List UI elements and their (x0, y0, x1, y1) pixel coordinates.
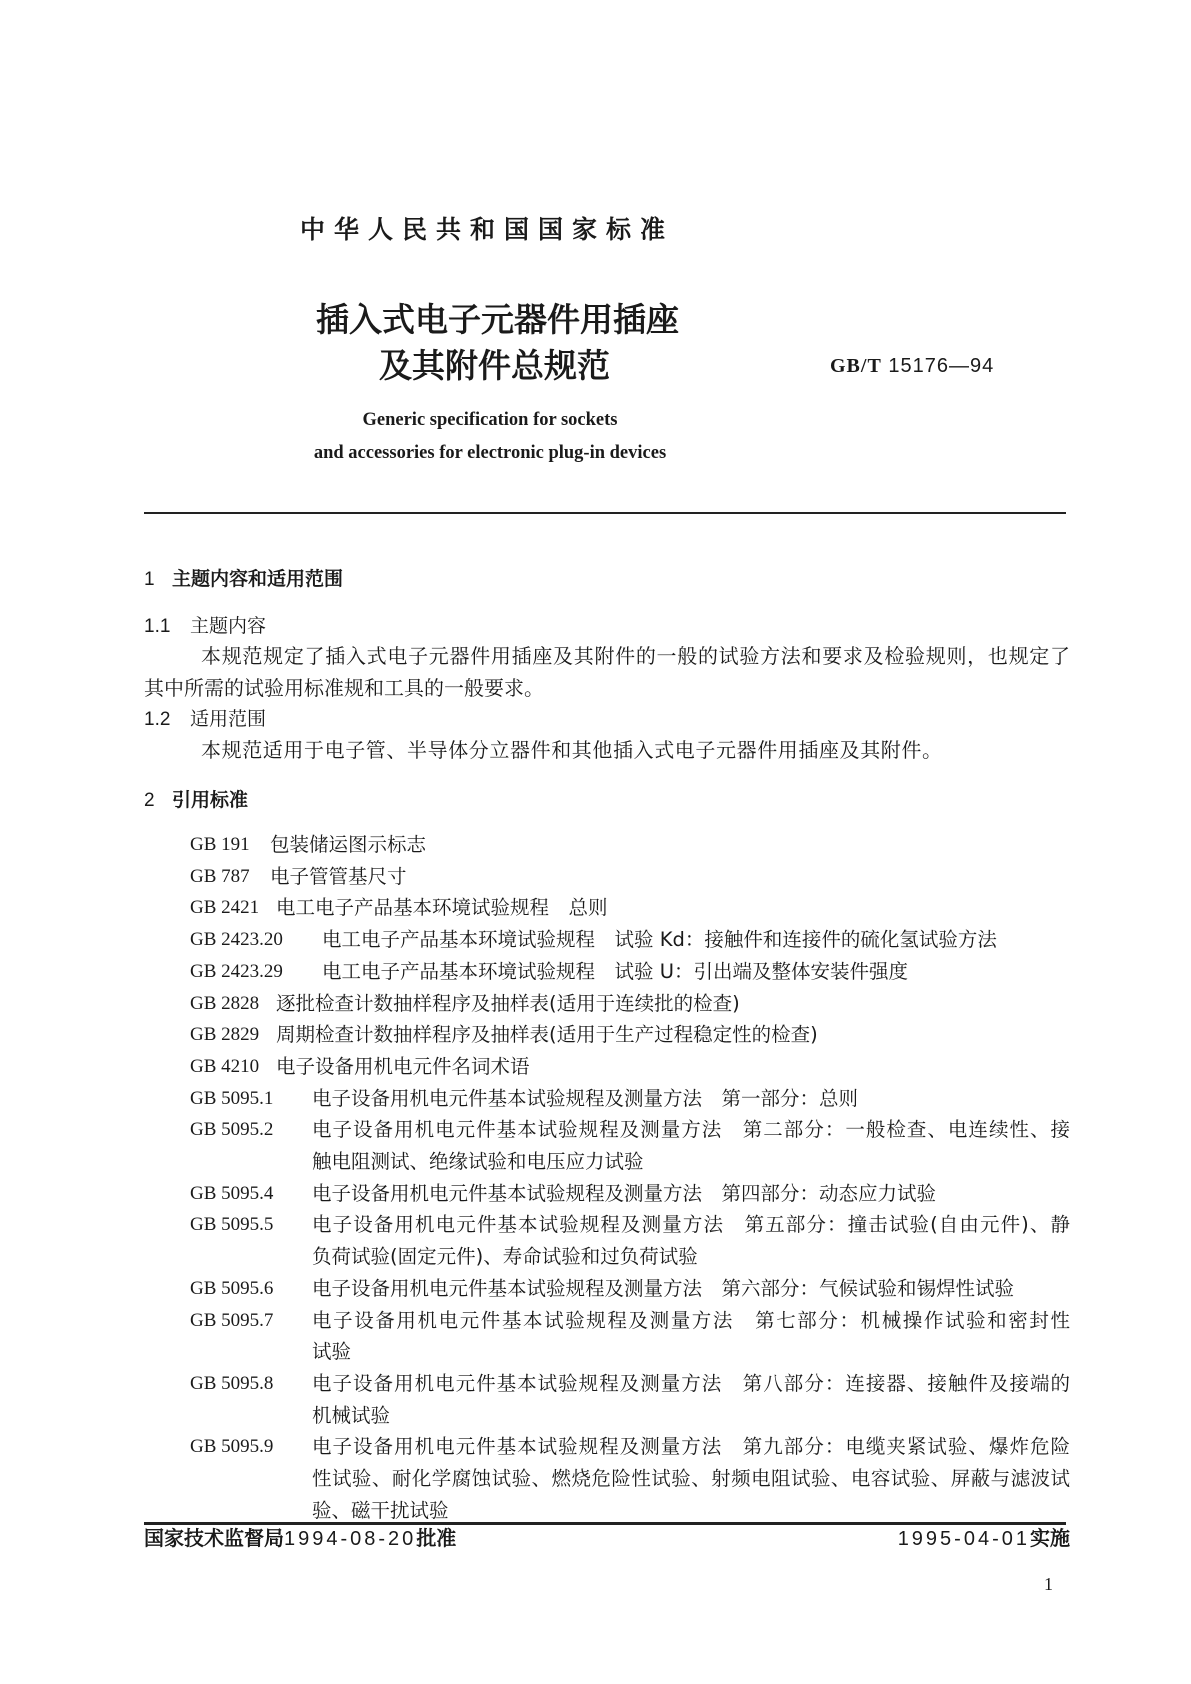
reference-item (190, 1368, 1070, 1431)
standard-prefix: GB/T (830, 355, 882, 377)
reference-title-line: 逐批检查计数抽样程序及抽样表(适用于连续批的检查) (276, 991, 740, 1015)
reference-title (312, 1114, 1070, 1177)
reference-code: GB 5095.8 (190, 1372, 274, 1394)
reference-title (276, 1019, 1070, 1051)
paragraph-line: 本规范规定了插入式电子元器件用插座及其附件的一般的试验方法和要求及检验规则，也规定了 (201, 644, 1070, 668)
page-number: 1 (1044, 1574, 1053, 1594)
section-title: 主题内容 (190, 615, 267, 637)
reference-code: GB 2828 (190, 992, 260, 1014)
approval-label: 批准 (416, 1526, 457, 1550)
section-number: 2 (144, 790, 155, 811)
section-title: 主题内容和适用范围 (172, 568, 344, 590)
reference-title (312, 1305, 1070, 1368)
reference-code: GB 5095.9 (190, 1436, 274, 1458)
reference-code: GB 5095.2 (190, 1119, 274, 1141)
reference-item (190, 829, 1070, 861)
section-1-2-heading (144, 706, 266, 733)
reference-code: GB 4210 (190, 1055, 260, 1077)
section-1-1-heading (144, 613, 266, 640)
document-title-line-2: 及其附件总规范 (379, 346, 610, 385)
section-title: 适用范围 (190, 708, 267, 730)
reference-title-line: 电工电子产品基本环境试验规程 试验 U：引出端及整体安装件强度 (322, 959, 908, 983)
reference-title-line: 电子设备用机电元件基本试验规程及测量方法 第六部分：气候试验和锡焊性试验 (312, 1276, 1015, 1300)
reference-item (190, 1114, 1070, 1177)
effective-label: 实施 (1030, 1526, 1070, 1550)
reference-title-line: 电工电子产品基本环境试验规程 总则 (276, 896, 608, 920)
reference-code: GB 787 (190, 865, 250, 887)
reference-title (276, 892, 1070, 924)
reference-title (276, 1051, 1070, 1083)
reference-title-line: 电子设备用机电元件基本试验规程及测量方法 第八部分：连接器、接触件及接端的 (312, 1371, 1070, 1395)
reference-title-line: 性试验、耐化学腐蚀试验、燃烧危险性试验、射频电阻试验、电容试验、屏蔽与滤波试 (312, 1467, 1070, 1490)
english-title-line-2: and accessories for electronic plug-in devices (313, 443, 667, 463)
reference-title (312, 1083, 1070, 1115)
reference-title-line: 电子设备用机电元件名词术语 (276, 1054, 530, 1078)
paragraph-line: 其中所需的试验用标准规和工具的一般要求。 (144, 676, 544, 700)
reference-title (276, 988, 1070, 1020)
reference-code: GB 2423.29 (190, 960, 283, 982)
reference-code: GB 2421 (190, 897, 260, 919)
standard-code (830, 352, 994, 380)
reference-title (312, 1209, 1070, 1272)
reference-title-line: 包装储运图示标志 (270, 833, 427, 856)
issuing-authority-heading: 中华人民共和国国家标准 (300, 215, 675, 244)
reference-title (312, 1273, 1070, 1305)
reference-title (312, 1431, 1070, 1526)
reference-title-line: 电子管管基尺寸 (270, 864, 407, 888)
reference-item (190, 1083, 1070, 1115)
reference-code: GB 5095.1 (190, 1087, 274, 1109)
reference-item (190, 1178, 1070, 1210)
reference-item (190, 1209, 1070, 1272)
reference-title (322, 956, 1070, 988)
paragraph-line: 本规范适用于电子管、半导体分立器件和其他插入式电子元器件用插座及其附件。 (201, 738, 943, 762)
standard-number: 15176—94 (888, 355, 995, 377)
reference-title-line: 电子设备用机电元件基本试验规程及测量方法 第七部分：机械操作试验和密封性 (312, 1308, 1070, 1332)
reference-title-line: 机械试验 (312, 1403, 391, 1427)
approver: 国家技术监督局 (144, 1526, 284, 1550)
reference-item (190, 956, 1070, 988)
header-divider (144, 512, 1066, 514)
reference-title-line: 试验 (312, 1340, 352, 1364)
reference-title-line: 电子设备用机电元件基本试验规程及测量方法 第四部分：动态应力试验 (312, 1181, 937, 1205)
reference-item (190, 988, 1070, 1020)
reference-item (190, 1305, 1070, 1368)
reference-title (312, 1368, 1070, 1431)
section-number: 1.1 (144, 616, 171, 637)
reference-title (270, 861, 1070, 893)
reference-code: GB 5095.6 (190, 1277, 274, 1299)
english-title-line-1: Generic specification for sockets (362, 410, 618, 430)
section-2-heading (144, 787, 248, 814)
reference-title-line: 验、磁干扰试验 (312, 1498, 449, 1522)
effective-statement (898, 1524, 1070, 1553)
reference-item (190, 924, 1070, 956)
reference-code: GB 5095.7 (190, 1309, 274, 1331)
reference-title-line: 电子设备用机电元件基本试验规程及测量方法 第二部分：一般检查、电连续性、接 (312, 1118, 1070, 1142)
reference-title-line: 电子设备用机电元件基本试验规程及测量方法 第五部分：撞击试验(自由元件)、静 (312, 1213, 1070, 1237)
document-title-line-1: 插入式电子元器件用插座 (316, 300, 679, 339)
reference-item (190, 1019, 1070, 1051)
reference-title-line: 电工电子产品基本环境试验规程 试验 Kd：接触件和连接件的硫化氢试验方法 (322, 928, 997, 952)
reference-code: GB 2829 (190, 1024, 260, 1046)
reference-title-line: 电子设备用机电元件基本试验规程及测量方法 第九部分：电缆夹紧试验、爆炸危险 (312, 1435, 1070, 1459)
reference-item (190, 892, 1070, 924)
reference-title-line: 触电阻测试、绝缘试验和电压应力试验 (312, 1150, 644, 1173)
reference-code: GB 191 (190, 834, 250, 855)
reference-item (190, 861, 1070, 893)
reference-item (190, 1431, 1070, 1526)
reference-code: GB 5095.5 (190, 1214, 274, 1236)
approval-statement (144, 1524, 456, 1553)
reference-title-line: 负荷试验(固定元件)、寿命试验和过负荷试验 (312, 1245, 698, 1269)
reference-title (270, 829, 1070, 861)
reference-title-line: 电子设备用机电元件基本试验规程及测量方法 第一部分：总则 (312, 1086, 859, 1110)
reference-title-line: 周期检查计数抽样程序及抽样表(适用于生产过程稳定性的检查) (276, 1023, 818, 1047)
reference-code: GB 2423.20 (190, 929, 283, 951)
effective-date: 1995-04-01 (897, 1528, 1030, 1550)
reference-title (312, 1178, 1070, 1210)
section-number: 1.2 (144, 709, 171, 730)
reference-item (190, 1273, 1070, 1305)
reference-title (322, 924, 1070, 956)
section-title: 引用标准 (172, 789, 249, 811)
reference-code: GB 5095.4 (190, 1182, 274, 1204)
reference-item (190, 1051, 1070, 1083)
approval-date: 1994-08-20 (284, 1528, 417, 1550)
section-number: 1 (144, 569, 155, 590)
section-1-heading (144, 566, 343, 593)
